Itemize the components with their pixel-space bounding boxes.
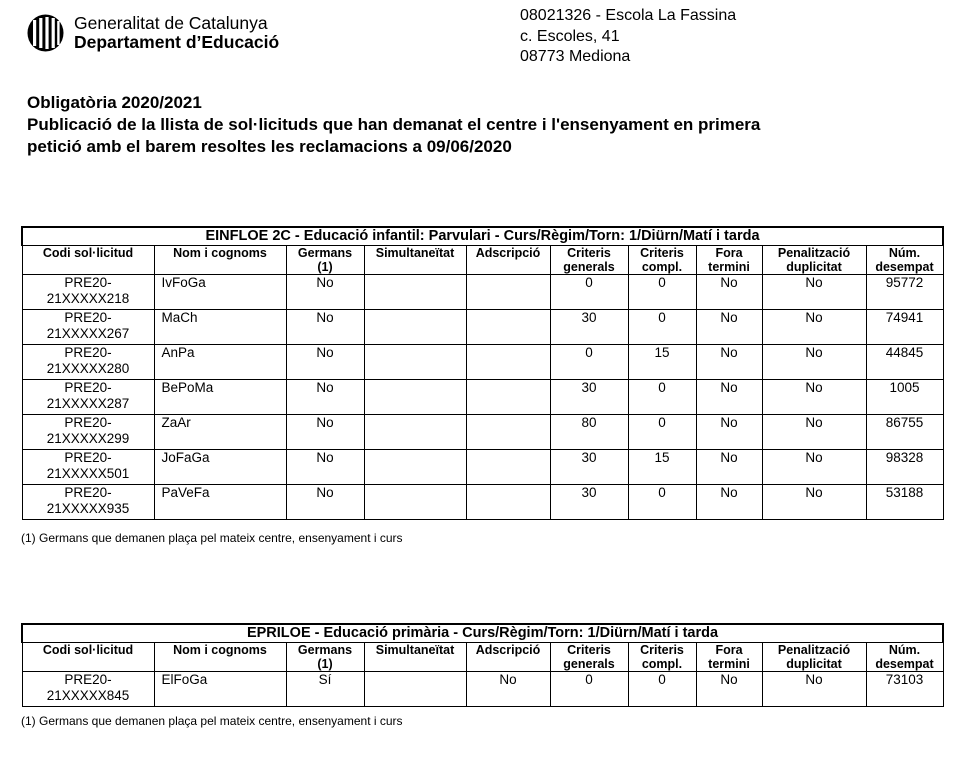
cell-criteris-compl: 15 [628, 450, 696, 485]
cell-codi: PRE20- 21XXXXX845 [22, 672, 154, 707]
col-header-criteris-generals: Criteris generals [550, 643, 628, 672]
cell-fora-termini: No [696, 275, 762, 310]
col-header-codi: Codi sol·licitud [22, 643, 154, 672]
department-name: Departament d’Educació [74, 32, 280, 52]
col-header-penalitzacio: Penalització duplicitat [762, 246, 866, 275]
cell-criteris-generals: 30 [550, 380, 628, 415]
col-header-nom: Nom i cognoms [154, 246, 286, 275]
col-header-num-desempat: Núm. desempat [866, 246, 943, 275]
cell-germans: No [286, 485, 364, 520]
school-address [520, 6, 736, 68]
col-header-germans: Germans (1) [286, 246, 364, 275]
cell-criteris-generals: 30 [550, 450, 628, 485]
cell-codi: PRE20- 21XXXXX935 [22, 485, 154, 520]
col-header-penalitzacio: Penalització duplicitat [762, 643, 866, 672]
cell-criteris-generals: 30 [550, 485, 628, 520]
cell-penalitzacio: No [762, 672, 866, 707]
cell-adscripcio [466, 450, 550, 485]
col-header-fora-termini: Fora termini [696, 643, 762, 672]
cell-simultaneitat [364, 485, 466, 520]
cell-fora-termini: No [696, 345, 762, 380]
cell-fora-termini: No [696, 672, 762, 707]
cell-fora-termini: No [696, 415, 762, 450]
cell-germans: No [286, 380, 364, 415]
cell-fora-termini: No [696, 485, 762, 520]
table-row [22, 275, 943, 310]
cell-simultaneitat [364, 275, 466, 310]
col-header-adscripcio: Adscripció [466, 246, 550, 275]
cell-fora-termini: No [696, 450, 762, 485]
cell-codi: PRE20- 21XXXXX267 [22, 310, 154, 345]
table-row [22, 345, 943, 380]
cell-fora-termini: No [696, 310, 762, 345]
col-header-codi: Codi sol·licitud [22, 246, 154, 275]
cell-nom: JoFaGa [154, 450, 286, 485]
cell-codi: PRE20- 21XXXXX287 [22, 380, 154, 415]
page-title [27, 92, 927, 158]
cell-criteris-compl: 0 [628, 415, 696, 450]
table-title: EPRILOE - Educació primària - Curs/Règim/Torn: 1/Diürn/Matí i tarda [22, 624, 943, 643]
cell-num-desempat: 1005 [866, 380, 943, 415]
col-header-num-desempat: Núm. desempat [866, 643, 943, 672]
school-street: c. Escoles, 41 [520, 27, 620, 45]
cell-penalitzacio: No [762, 450, 866, 485]
cell-criteris-generals: 80 [550, 415, 628, 450]
col-header-fora-termini: Fora termini [696, 246, 762, 275]
cell-num-desempat: 98328 [866, 450, 943, 485]
org-name: Generalitat de Catalunya [74, 13, 268, 33]
table-row [22, 672, 943, 707]
cell-num-desempat: 44845 [866, 345, 943, 380]
col-header-nom: Nom i cognoms [154, 643, 286, 672]
cell-nom: PaVeFa [154, 485, 286, 520]
col-header-germans: Germans (1) [286, 643, 364, 672]
table-row [22, 310, 943, 345]
cell-penalitzacio: No [762, 345, 866, 380]
cell-adscripcio [466, 485, 550, 520]
cell-adscripcio [466, 415, 550, 450]
footnote: (1) Germans que demanen plaça pel mateix centre, ensenyament i curs [21, 714, 403, 728]
cell-germans: No [286, 345, 364, 380]
cell-criteris-generals: 0 [550, 672, 628, 707]
cell-germans: No [286, 310, 364, 345]
cell-penalitzacio: No [762, 415, 866, 450]
col-header-simultaneitat: Simultaneïtat [364, 246, 466, 275]
cell-simultaneitat [364, 380, 466, 415]
cell-num-desempat: 53188 [866, 485, 943, 520]
cell-criteris-compl: 15 [628, 345, 696, 380]
cell-nom: ZaAr [154, 415, 286, 450]
table-row [22, 450, 943, 485]
cell-adscripcio [466, 275, 550, 310]
cell-adscripcio: No [466, 672, 550, 707]
gencat-emblem-icon [27, 14, 64, 52]
cell-num-desempat: 95772 [866, 275, 943, 310]
cell-germans: No [286, 450, 364, 485]
table-row [22, 485, 943, 520]
cell-germans: Sí [286, 672, 364, 707]
cell-criteris-compl: 0 [628, 672, 696, 707]
cell-penalitzacio: No [762, 485, 866, 520]
cell-codi: PRE20- 21XXXXX299 [22, 415, 154, 450]
title-line-2: Publicació de la llista de sol·licituds que han demanat el centre i l'ensenyament en primera [27, 115, 761, 134]
cell-penalitzacio: No [762, 310, 866, 345]
footnote: (1) Germans que demanen plaça pel mateix centre, ensenyament i curs [21, 531, 403, 545]
table-title: EINFLOE 2C - Educació infantil: Parvulari - Curs/Règim/Torn: 1/Diürn/Matí i tarda [22, 227, 943, 246]
col-header-criteris-compl: Criteris compl. [628, 246, 696, 275]
cell-num-desempat: 74941 [866, 310, 943, 345]
col-header-criteris-generals: Criteris generals [550, 246, 628, 275]
col-header-criteris-compl: Criteris compl. [628, 643, 696, 672]
col-header-adscripcio: Adscripció [466, 643, 550, 672]
cell-criteris-generals: 30 [550, 310, 628, 345]
cell-codi: PRE20- 21XXXXX218 [22, 275, 154, 310]
col-header-simultaneitat: Simultaneïtat [364, 643, 466, 672]
table-epriloe [21, 623, 944, 707]
cell-adscripcio [466, 380, 550, 415]
cell-criteris-compl: 0 [628, 485, 696, 520]
cell-codi: PRE20- 21XXXXX501 [22, 450, 154, 485]
table-row [22, 380, 943, 415]
title-line-1: Obligatòria 2020/2021 [27, 93, 202, 112]
cell-penalitzacio: No [762, 275, 866, 310]
cell-criteris-compl: 0 [628, 380, 696, 415]
table-row [22, 415, 943, 450]
cell-penalitzacio: No [762, 380, 866, 415]
cell-num-desempat: 86755 [866, 415, 943, 450]
cell-simultaneitat [364, 310, 466, 345]
cell-simultaneitat [364, 415, 466, 450]
cell-nom: BePoMa [154, 380, 286, 415]
school-city: 08773 Mediona [520, 48, 631, 65]
gencat-logo [27, 14, 279, 52]
school-code-name: 08021326 - Escola La Fassina [520, 7, 737, 24]
cell-nom: AnPa [154, 345, 286, 380]
cell-nom: ElFoGa [154, 672, 286, 707]
cell-germans: No [286, 275, 364, 310]
cell-fora-termini: No [696, 380, 762, 415]
cell-adscripcio [466, 310, 550, 345]
cell-criteris-generals: 0 [550, 345, 628, 380]
title-line-3: petició amb el barem resoltes les reclamacions a 09/06/2020 [27, 137, 512, 156]
cell-simultaneitat [364, 345, 466, 380]
cell-criteris-generals: 0 [550, 275, 628, 310]
cell-codi: PRE20- 21XXXXX280 [22, 345, 154, 380]
cell-adscripcio [466, 345, 550, 380]
cell-nom: MaCh [154, 310, 286, 345]
cell-num-desempat: 73103 [866, 672, 943, 707]
cell-criteris-compl: 0 [628, 275, 696, 310]
table-einfloe [21, 226, 944, 520]
cell-nom: IvFoGa [154, 275, 286, 310]
cell-simultaneitat [364, 672, 466, 707]
cell-germans: No [286, 415, 364, 450]
cell-criteris-compl: 0 [628, 310, 696, 345]
cell-simultaneitat [364, 450, 466, 485]
